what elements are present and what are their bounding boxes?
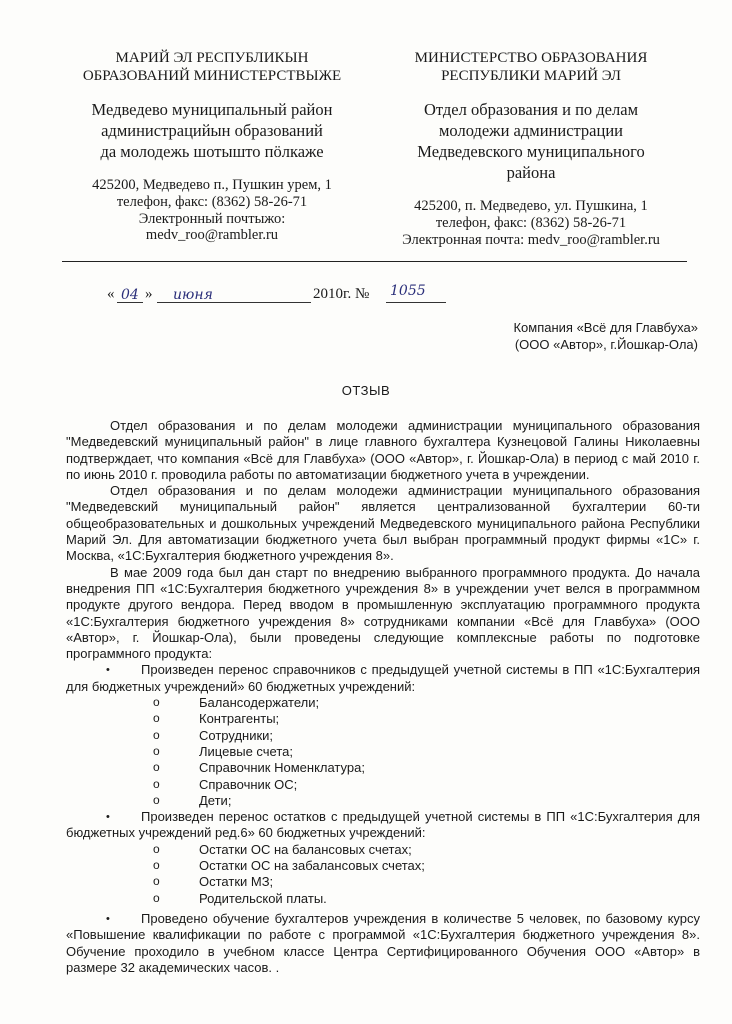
sub-item-text: Справочник Номенклатура; [199, 760, 365, 776]
circle-bullet-icon: o [153, 743, 160, 758]
address-ru-line1: 425200, п. Медведево, ул. Пушкина, 1 [414, 198, 648, 214]
circle-bullet-icon: o [153, 760, 160, 775]
letterhead-right [385, 50, 677, 248]
sub-item-text: Дети; [199, 792, 232, 808]
paragraph-2: Отдел образования и по делам молодежи администрации муниципального образования "Медведевский муниципальный район" является централизованной бухгалтерии 60-ти общеобразовательных и дошкольных учреждений Медведевского муниципального района Республики Марий Эл. Для автоматизации бюджетного учета был выбран программный продукт фирмы «1С» г. Москва, «1С:Бухгалтерия бюджетного учреждения 8». [66, 483, 700, 564]
phone-ru: телефон, факс: (8362) 58-26-71 [435, 214, 627, 231]
circle-bullet-icon: o [153, 695, 160, 710]
sub-list-item [66, 793, 700, 809]
sub-item-text: Родительской платы. [199, 890, 327, 906]
dept-ru-line2: молодежи администрации [438, 121, 623, 140]
org-title-mari-line2: ОБРАЗОВАНИЙ МИНИСТЕРСТВЫЖЕ [82, 67, 342, 84]
sub-list-item [66, 858, 700, 874]
circle-bullet-icon: o [153, 711, 160, 726]
date-year: 2010г. № [313, 286, 370, 302]
sub-list-item [66, 695, 700, 711]
sub-item-text: Справочник ОС; [199, 776, 298, 792]
bullet-icon: • [106, 811, 110, 824]
date-month: июня [173, 287, 213, 303]
sub-list-item [66, 760, 700, 776]
date-day: 04 [121, 287, 139, 303]
letter-number: 1055 [390, 283, 426, 299]
bullet-icon: • [106, 664, 110, 677]
org-title-ru-line1: МИНИСТЕРСТВО ОБРАЗОВАНИЯ [414, 50, 648, 66]
sub-item-text: Остатки МЗ; [199, 874, 274, 890]
sub-list-item [66, 777, 700, 793]
sub-list [66, 842, 700, 907]
address-ru [385, 198, 677, 248]
addressee-line2: (ООО «Автор», г.Йошкар-Ола) [514, 337, 698, 352]
dept-ru-line3: Медведевского муниципального [417, 142, 645, 161]
email-ru: Электронная почта: medv_roo@rambler.ru [402, 231, 660, 248]
email-mari: medv_roo@rambler.ru [145, 227, 279, 244]
email-label-mari: Электронный почтыжо: [138, 210, 286, 227]
org-title-mari-line1: МАРИЙ ЭЛ РЕСПУБЛИКЫН [115, 50, 309, 66]
bullet-icon: • [106, 912, 110, 925]
date-number-line [107, 283, 457, 306]
address-mari-line1: 425200, Медведево п., Пушкин урем, 1 [92, 177, 332, 193]
sub-list-item [66, 891, 700, 907]
bullet-text: Произведен перенос справочников с предыдущей учетной системы в ПП «1С:Бухгалтерия для бюджетных учреждений» 60 бюджетных учреждений: [66, 662, 700, 694]
circle-bullet-icon: o [153, 890, 160, 905]
dept-mari-line1: Медведево муниципальный район [91, 100, 333, 119]
circle-bullet-icon: o [153, 727, 160, 742]
circle-bullet-icon: o [153, 841, 160, 856]
document-body [66, 418, 700, 976]
circle-bullet-icon: o [153, 776, 160, 791]
document-title: ОТЗЫВ [341, 383, 391, 398]
sub-item-text: Балансодержатели; [199, 695, 320, 711]
dept-name-ru [385, 99, 677, 183]
dept-mari-line2: администрацийын образований [101, 121, 323, 140]
date-open-quote: « [107, 286, 115, 302]
sub-list [66, 695, 700, 809]
addressee [513, 319, 698, 353]
sub-item-text: Лицевые счета; [199, 743, 293, 759]
sub-item-text: Остатки ОС на балансовых счетах; [199, 841, 412, 857]
circle-bullet-icon: o [153, 792, 160, 807]
org-title-ru-line2: РЕСПУБЛИКИ МАРИЙ ЭЛ [441, 67, 621, 84]
dept-ru-line4: района [506, 163, 556, 182]
dept-name-mari [62, 99, 362, 162]
date-close-quote: » [145, 286, 153, 302]
dept-ru-line1: Отдел образования и по делам [423, 100, 639, 119]
phone-mari: телефон, факс: (8362) 58-26-71 [116, 193, 308, 210]
paragraph-1: Отдел образования и по делам молодежи администрации муниципального образования "Медведевский муниципальный район" в лице главного бухгалтера Кузнецовой Галины Николаевны подтверждает, что компания «Всё для Главбуха» (ООО «Автор», г. Йошкар-Ола) в период с май 2010 г. по июнь 2010 г. проводила работы по автоматизации бюджетного учета в учреждении. [66, 418, 700, 482]
sub-item-text: Сотрудники; [199, 727, 274, 743]
paragraph-3: В мае 2009 года был дан старт по внедрению выбранного программного продукта. До начала внедрения ПП «1С:Бухгалтерия бюджетного учреждения 8» в учреждении учет велся в программном продукте другого вендора. Перед вводом в промышленную эксплуатацию программного продукта «1С:Бухгалтерия бюджетного учреждения 8» сотрудниками компании «Всё для Главбуха» (ООО «Автор», г. Йошкар-Ола), были проведены следующие комплексные работы по подготовке программного продукта: [66, 564, 700, 662]
address-mari [62, 177, 362, 244]
dept-mari-line3: да молодежь шотышто пӧлкаже [100, 142, 324, 161]
sub-list-item [66, 728, 700, 744]
circle-bullet-icon: o [153, 874, 160, 889]
bullet-text: Произведен перенос остатков с предыдущей учетной системы в ПП «1С:Бухгалтерия для бюджетных учреждений ред.6» 60 бюджетных учреждений: [66, 809, 700, 841]
bullet-item [66, 662, 700, 695]
date-month-underline [157, 302, 311, 303]
addressee-line1: Компания «Всё для Главбуха» [513, 320, 698, 335]
circle-bullet-icon: o [153, 858, 160, 873]
bullet-text: Проведено обучение бухгалтеров учреждения в количестве 5 человек, по базовому курсу «Повышение квалификации по работе с программой «1С:Бухгалтерия бюджетного учреждения 8». Обучение проходило в учебном классе Центра Сертифицированного Обучения ООО «Автор» в размере 32 академических часов. . [66, 910, 700, 975]
sub-item-text: Контрагенты; [199, 711, 280, 727]
sub-list-item [66, 874, 700, 890]
bullet-item [66, 911, 700, 976]
sub-list-item [66, 711, 700, 727]
bullet-item [66, 809, 700, 842]
sub-item-text: Остатки ОС на забалансовых счетах; [199, 858, 425, 874]
letterhead-divider [62, 261, 687, 262]
sub-list-item [66, 842, 700, 858]
letterhead-left [62, 50, 362, 244]
sub-list-item [66, 744, 700, 760]
letter-number-underline [386, 302, 446, 303]
date-day-underline [117, 302, 143, 303]
